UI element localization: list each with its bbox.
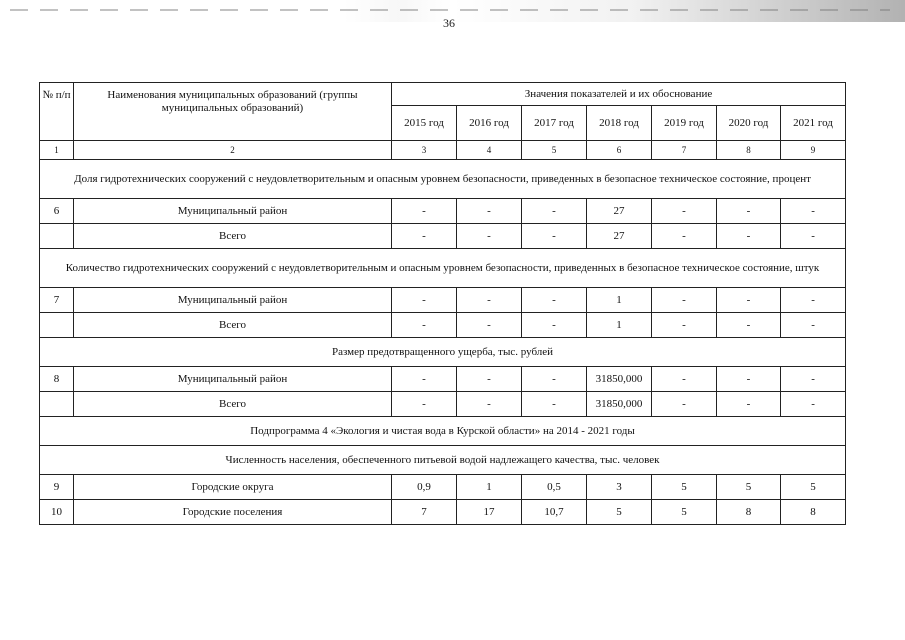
row-name: Всего: [74, 392, 392, 417]
value-cell: 1: [587, 288, 652, 313]
column-index-2: 3: [392, 141, 457, 160]
value-cell: -: [717, 392, 781, 417]
column-index-7: 8: [717, 141, 781, 160]
value-cell: 1: [457, 475, 522, 500]
table-row: [40, 313, 846, 338]
value-cell: 8: [717, 500, 781, 525]
value-cell: -: [652, 199, 717, 224]
value-cell: -: [781, 199, 846, 224]
value-cell: 5: [717, 475, 781, 500]
value-cell: 0,9: [392, 475, 457, 500]
column-index-6: 7: [652, 141, 717, 160]
row-number: 8: [40, 367, 74, 392]
value-cell: -: [522, 392, 587, 417]
value-cell: -: [457, 367, 522, 392]
value-cell: -: [457, 288, 522, 313]
value-cell: -: [522, 288, 587, 313]
value-cell: 7: [392, 500, 457, 525]
table-row: [40, 500, 846, 525]
value-cell: 27: [587, 224, 652, 249]
value-cell: 27: [587, 199, 652, 224]
value-cell: -: [392, 392, 457, 417]
value-cell: -: [652, 224, 717, 249]
year-header-2: 2017 год: [522, 106, 587, 141]
value-cell: 1: [587, 313, 652, 338]
column-index-1: 2: [74, 141, 392, 160]
value-cell: -: [717, 288, 781, 313]
section-title: Размер предотвращенного ущерба, тыс. рублей: [40, 338, 846, 367]
table-row: [40, 224, 846, 249]
row-number: 10: [40, 500, 74, 525]
row-name: Муниципальный район: [74, 367, 392, 392]
row-name: Муниципальный район: [74, 288, 392, 313]
value-cell: -: [392, 288, 457, 313]
value-cell: 5: [652, 500, 717, 525]
column-index-8: 9: [781, 141, 846, 160]
value-cell: -: [717, 199, 781, 224]
value-cell: -: [652, 367, 717, 392]
scan-noise-line: [10, 9, 890, 11]
row-number: 7: [40, 288, 74, 313]
section-title: Доля гидротехнических сооружений с неудовлетворительным и опасным уровнем безопасности, приведенных в безопасное техническое состояние, процент: [40, 160, 846, 199]
page-number: 36: [443, 16, 455, 30]
row-name: Муниципальный район: [74, 199, 392, 224]
value-cell: -: [522, 224, 587, 249]
value-cell: -: [522, 199, 587, 224]
header-name: Наименования муниципальных образований (группы муниципальных образований): [74, 83, 392, 141]
header-row-1: [40, 83, 846, 106]
year-header-0: 2015 год: [392, 106, 457, 141]
year-header-3: 2018 год: [587, 106, 652, 141]
value-cell: -: [392, 224, 457, 249]
value-cell: -: [781, 224, 846, 249]
section-row: [40, 417, 846, 446]
value-cell: 5: [587, 500, 652, 525]
value-cell: 8: [781, 500, 846, 525]
section-row: [40, 446, 846, 475]
table-row: [40, 288, 846, 313]
row-number: [40, 224, 74, 249]
section-row: [40, 160, 846, 199]
value-cell: -: [781, 392, 846, 417]
value-cell: -: [781, 288, 846, 313]
value-cell: -: [652, 392, 717, 417]
row-number: [40, 392, 74, 417]
row-number: [40, 313, 74, 338]
table-row: [40, 475, 846, 500]
table-row: [40, 392, 846, 417]
table-body: [40, 160, 846, 525]
value-cell: -: [457, 199, 522, 224]
value-cell: -: [457, 392, 522, 417]
section-title: Численность населения, обеспеченного питьевой водой надлежащего качества, тыс. человек: [40, 446, 846, 475]
header-number: № п/п: [40, 83, 74, 141]
row-name: Всего: [74, 313, 392, 338]
column-index-0: 1: [40, 141, 74, 160]
row-name: Городские поселения: [74, 500, 392, 525]
table-row: [40, 199, 846, 224]
value-cell: -: [781, 313, 846, 338]
table-row: [40, 367, 846, 392]
column-index-3: 4: [457, 141, 522, 160]
column-index-5: 6: [587, 141, 652, 160]
value-cell: -: [522, 313, 587, 338]
value-cell: -: [392, 313, 457, 338]
value-cell: 17: [457, 500, 522, 525]
row-number: 9: [40, 475, 74, 500]
value-cell: -: [652, 288, 717, 313]
value-cell: 3: [587, 475, 652, 500]
value-cell: -: [457, 313, 522, 338]
value-cell: -: [457, 224, 522, 249]
row-name: Всего: [74, 224, 392, 249]
year-header-5: 2020 год: [717, 106, 781, 141]
value-cell: -: [522, 367, 587, 392]
column-index-row: [40, 141, 846, 160]
column-index-4: 5: [522, 141, 587, 160]
value-cell: -: [652, 313, 717, 338]
value-cell: -: [392, 367, 457, 392]
indicator-table: [39, 82, 846, 525]
row-name: Городские округа: [74, 475, 392, 500]
value-cell: -: [781, 367, 846, 392]
year-header-1: 2016 год: [457, 106, 522, 141]
value-cell: -: [717, 313, 781, 338]
year-header-6: 2021 год: [781, 106, 846, 141]
value-cell: 31850,000: [587, 367, 652, 392]
year-header-4: 2019 год: [652, 106, 717, 141]
value-cell: 5: [652, 475, 717, 500]
value-cell: 0,5: [522, 475, 587, 500]
value-cell: -: [392, 199, 457, 224]
section-title: Подпрограмма 4 «Экология и чистая вода в Курской области» на 2014 - 2021 годы: [40, 417, 846, 446]
value-cell: 10,7: [522, 500, 587, 525]
section-row: [40, 249, 846, 288]
value-cell: -: [717, 224, 781, 249]
value-cell: 31850,000: [587, 392, 652, 417]
row-number: 6: [40, 199, 74, 224]
header-values: Значения показателей и их обоснование: [392, 83, 846, 106]
value-cell: 5: [781, 475, 846, 500]
section-row: [40, 338, 846, 367]
section-title: Количество гидротехнических сооружений с неудовлетворительным и опасным уровнем безопасности, приведенных в безопасное техническое состояние, штук: [40, 249, 846, 288]
value-cell: -: [717, 367, 781, 392]
